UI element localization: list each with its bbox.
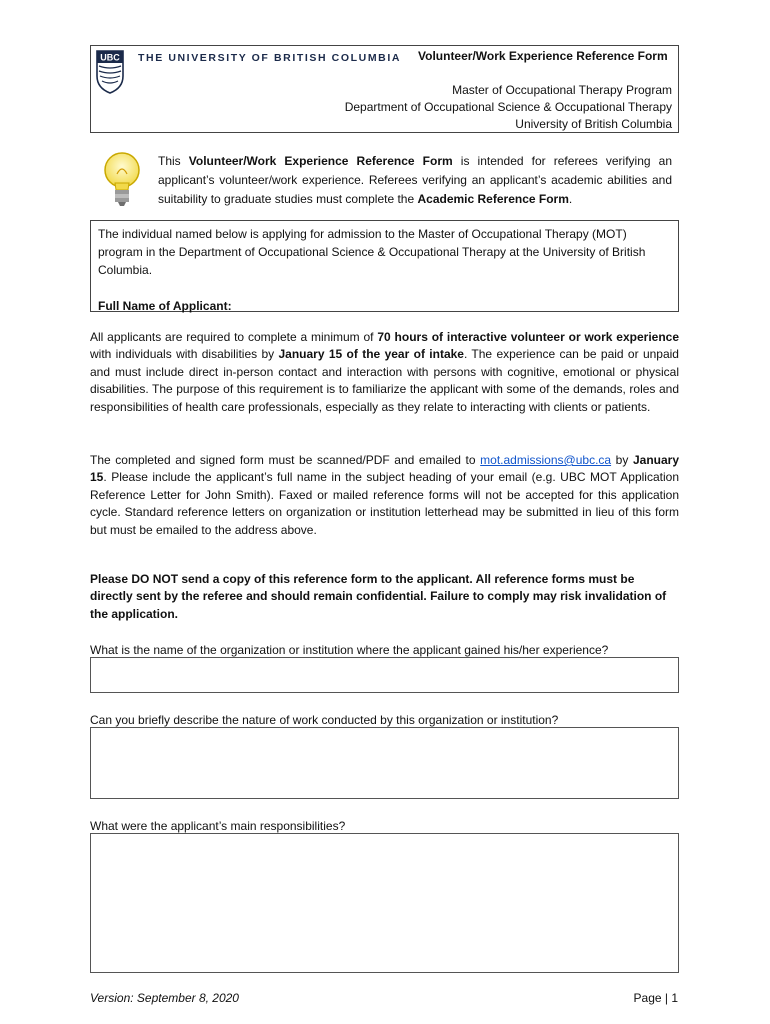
req-text-3: . The experience can be paid or unpaid and must include direct in-person contact and interaction with persons with cognitive, emotional or physical disabilities. The purpose of this requirement is to familiarize the applicant with some of the demands, roles and responsibilities of health care professionals, especially as they relate to interacting with clients or patients. xyxy=(90,347,679,414)
sub-text-2: by xyxy=(611,453,633,467)
institution-name: University of British Columbia xyxy=(515,117,672,131)
university-name: THE UNIVERSITY OF BRITISH COLUMBIA xyxy=(138,52,402,64)
logo-text: UBC xyxy=(100,52,120,63)
applicant-info-box xyxy=(90,220,679,312)
requirements-paragraph xyxy=(90,329,679,416)
answer-organization-field[interactable] xyxy=(90,657,679,693)
applicant-box-text: The individual named below is applying for admission to the Master of Occupational Therapy (MOT) program in the Department of Occupational Science & Occupational Therapy at the University of British Columbia. xyxy=(98,227,646,277)
department-name: Department of Occupational Science & Occupational Therapy xyxy=(344,100,672,114)
intro-suffix: . xyxy=(568,192,573,206)
intro-academic-form: Academic Reference Form xyxy=(417,192,569,206)
program-name: Master of Occupational Therapy Program xyxy=(452,83,672,97)
question-work-nature: Can you briefly describe the nature of work conducted by this organization or institution? xyxy=(90,713,559,727)
lightbulb-icon xyxy=(100,150,144,210)
admissions-email-link[interactable]: mot.admissions@ubc.ca xyxy=(480,453,612,467)
question-responsibilities: What were the applicant’s main responsibilities? xyxy=(90,819,346,833)
sub-text-3: . Please include the applicant’s full name in the subject heading of your email (e.g. UBC MOT Application Reference Letter for John Smith). Faxed or mailed reference forms will not be accepted for this application cycle. Standard reference letters on organization or institution letterhead may be submitted in lieu of this form but must be emailed to the address above. xyxy=(90,470,679,537)
page-number: Page | 1 xyxy=(633,991,678,1005)
ubc-crest-icon xyxy=(95,50,125,94)
req-bold-hours: 70 hours of interactive volunteer or work experience xyxy=(377,330,680,344)
req-text-1: All applicants are required to complete a minimum of xyxy=(90,330,378,344)
confidentiality-warning: Please DO NOT send a copy of this reference form to the applicant. All reference forms must be directly sent by the referee and should remain confidential. Failure to comply may risk invalidation of the application. xyxy=(90,572,667,621)
version-label: Version: September 8, 2020 xyxy=(90,991,239,1005)
req-bold-deadline: January 15 of the year of intake xyxy=(278,347,464,362)
form-title: Volunteer/Work Experience Reference Form xyxy=(418,49,668,63)
req-text-2: with individuals with disabilities by xyxy=(90,347,279,362)
sub-text-1: The completed and signed form must be scanned/PDF and emailed to xyxy=(90,453,481,467)
question-organization: What is the name of the organization or institution where the applicant gained his/her experience? xyxy=(90,643,609,657)
answer-responsibilities-field[interactable] xyxy=(90,833,679,973)
intro-paragraph xyxy=(158,152,672,209)
applicant-name-label: Full Name of Applicant: xyxy=(98,299,232,313)
intro-prefix: This xyxy=(158,154,189,168)
intro-form-name: Volunteer/Work Experience Reference Form xyxy=(188,154,453,168)
answer-work-nature-field[interactable] xyxy=(90,727,679,799)
submission-paragraph xyxy=(90,452,679,539)
sub-bold-deadline: January 15 xyxy=(90,453,679,485)
intro-middle: is intended for referees verifying an applicant’s volunteer/work experience. Referees verifying an applicant’s academic abilities and suitability to graduate studies must complete the xyxy=(158,154,672,206)
